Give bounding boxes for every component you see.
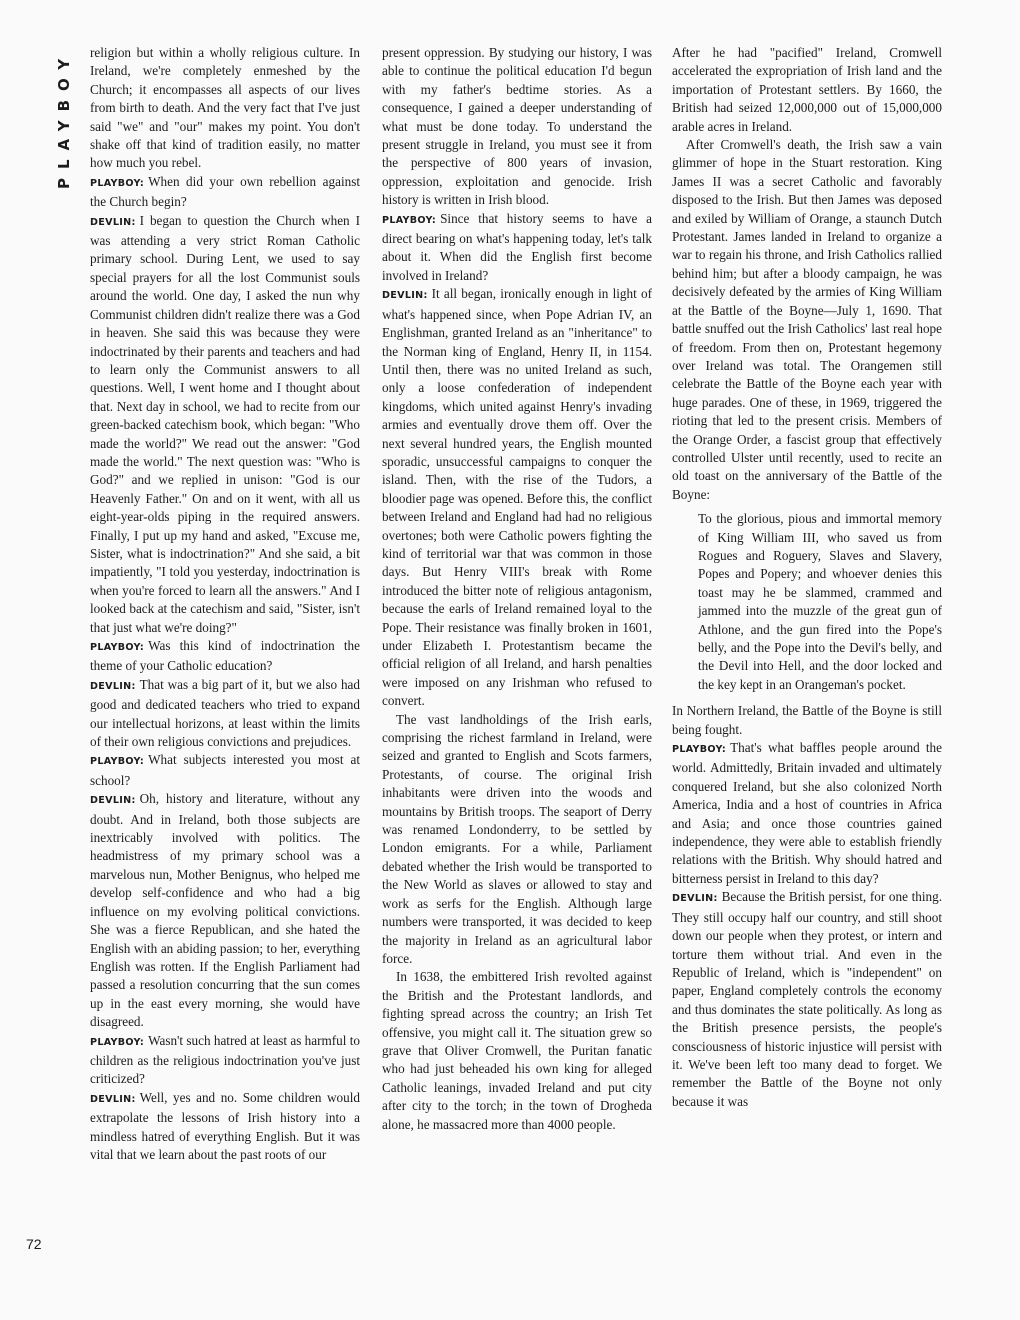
interview-exchange	[90, 637, 360, 676]
speaker-text: Oh, history and literature, without any doubt. And in Ireland, both those subjects are inextricably involved with politics. The headmistress of my primary school was a marvelous nun, Mother Benignus, who helped me develop self-confidence and who had a big influence on my evolving political convictions. She was a fierce Republican, and she hated the English with an abiding passion; to her, everything English was rotten. If the English Parliament had passed a resolution concurring that the sun comes up in the east every morning, she would have disagreed.	[90, 791, 360, 1030]
speaker-text: That was a big part of it, but we also had good and dedicated teachers who tried to expand our intellectual horizons, at least within the limits of their own religious convictions and prejudices.	[90, 676, 360, 750]
toast-text: To the glorious, pious and immortal memory of King William III, who saved us from Rogues and Roguery, Slaves and Slavery, Popes and Popery; and whoever denies this toast may he be slammed, crammed and jammed into the muzzle of the great gun of Athlone, and the gun fired into the Pope's belly, and the Pope into the Devil's belly, and the Devil into Hell, and the door locked and the key kept in an Orangeman's pocket.	[698, 511, 942, 692]
continued-paragraph: present oppression. By studying our history, I was able to continue the political education I'd begun with my father's bedtime stories. As a consequence, I gained a deeper understanding of what must be done today. To understand the present struggle in Ireland, you must see it from the perspective of 800 years of invasion, oppression, exploitation and genocide. Irish history is written in Irish blood.	[382, 45, 652, 208]
speaker-label: DEVLIN:	[672, 893, 718, 905]
continued-paragraph: religion but within a wholly religious culture. In Ireland, we're completely enmeshed by the Church; it encompasses all aspects of our lives from birth to death. And the very fact that I've just said "we" and "our" makes my point. You don't shake off that kind of tradition easily, no matter how much you rebel.	[90, 45, 360, 171]
interview-exchange	[90, 790, 360, 1031]
text-column-1	[90, 44, 360, 1164]
speaker-label: PLAYBOY:	[90, 756, 145, 768]
speaker-text: When did your own rebellion against the Church begin?	[90, 173, 360, 210]
speaker-text: Wasn't such hatred at least as harmful to children as the religious indoctrination you've just criticized?	[90, 1032, 360, 1087]
speaker-label: DEVLIN:	[90, 680, 136, 692]
speaker-label: PLAYBOY:	[90, 642, 145, 653]
speaker-label: PLAYBOY:	[90, 177, 145, 189]
speaker-label: PLAYBOY:	[672, 744, 727, 756]
interview-exchange	[90, 751, 360, 790]
speaker-label: DEVLIN:	[90, 216, 136, 228]
speaker-text: It all began, ironically enough in light of what's happened since, when Pope Adrian IV, an Englishman, granted Ireland as an "inheritance" to the Norman king of England, Henry II, in 1154. Until then, there was no united Ireland as such, only a loose confederation of independent kingdoms, which united against Henry's invading armies and eventually drove them off. Over the next several hundred years, the English mounted sporadic, unsuccessful campaigns to conquer the island. Then, with the rise of the Tudors, a bloodier page was opened. Before this, the conflict between Ireland and England had had no religious overtones; both were Catholic powers fighting the kind of territorial war that was common in those days. But Henry VIII's break with Rome introduced the bitter note of religious antagonism, because the earls of Ireland remained loyal to the Pope. Their resistance was finally broken in 1601, under Elizabeth I. Protestantism became the official religion of all Ireland, and harsh penalties were imposed on any Irishman who refused to convert.	[382, 286, 652, 709]
speaker-text: Because the British persist, for one thing. They still occupy half our country, and still shoot down our people when they protest, or intern and torture them without trial. And even in the Republic of Ireland, which is "independent" on paper, England completely controls the economy and thus dominates the state politically. As long as the British presence persists, the people's consciousness of historic injustice will persist with it. We've been left too many dead to forget. We remember the Battle of the Boyne not only because it was	[672, 889, 942, 1109]
interview-exchange	[672, 739, 942, 888]
speaker-text: Since that history seems to have a direct bearing on what's happening today, let's talk about it. When did the English first become involved in Ireland?	[382, 210, 652, 283]
interview-exchange	[90, 173, 360, 212]
text-column-3	[672, 44, 942, 1111]
body-paragraph: After Cromwell's death, the Irish saw a vain glimmer of hope in the Stuart restoration. King James II was a secret Catholic and favorably disposed to the Irish. But then James was deposed and exiled by William of Orange, a staunch Dutch Protestant. James landed in Ireland to organize a war to regain his throne, and Irish Catholics rallied behind him; but after a bloody campaign, he was decisively defeated by the armies of King William at the Battle of the Boyne—July 1, 1690. That battle snuffed out the Irish Catholics' last real hope of freedom. From then on, Protestant hegemony over Ireland was total. The Orangemen still celebrate the Battle of the Boyne each year with huge parades. One of these, in 1969, triggered the rioting that led to the present crisis. Members of the Orange Order, a fascist group that effectively controlled Ulster until recently, used to recite an old toast on the anniversary of the Battle of the Boyne:	[672, 137, 942, 502]
body-paragraph: In 1638, the embittered Irish revolted against the British and the Protestant landlords, and fighting spread across the country; an Irish Tet offensive, you might call it. The situation grew so grave that Oliver Cromwell, the Puritan fanatic who had just beheaded his own king for alleged Catholic leanings, invaded Ireland and put city after city to the torch; in the town of Drogheda alone, he massacred more than 4000 people.	[382, 969, 652, 1132]
speaker-label: DEVLIN:	[90, 795, 136, 807]
speaker-label: PLAYBOY:	[382, 214, 437, 226]
speaker-text: I began to question the Church when I was attending a very strict Roman Catholic primary school. During Lent, we used to say special prayers for all the lost Communist souls around the world. One day, I asked the nun why Communist children didn't realize there was a God in heaven. She said this was because they were indoctrinated by their parents and teachers and had to learn only the Communist answers to all questions. Well, I went home and I thought about that. Next day in school, we had to recite from our green-backed catechism book, which began: "Who made the world?" We read out the answer: "God made the world." The next question was: "Who is God?" and we replied in unison: "God is our Heavenly Father." On and on it went, with all us eight-year-olds piping in the required answers. Finally, I put up my hand and asked, "Excuse me, Sister, what is indoctrination?" And she said, a bit impatiently, "I told you yesterday, indoctrination is when you're forced to learn all the answers." And I looked back at the catechism and said, "Sister, isn't that just what we're doing?"	[90, 212, 360, 635]
interview-exchange	[672, 888, 942, 1111]
continued-paragraph: After he had "pacified" Ireland, Cromwell accelerated the expropriation of Irish land and the importation of Protestant settlers. By 1660, the British had seized 12,000,000 out of 15,000,000 arable acres in Ireland.	[672, 45, 942, 134]
speaker-text: Well, yes and no. Some children would extrapolate the lessons of Irish history into a mindless hatred of everything English. But it was vital that we learn about the past roots of our	[90, 1089, 360, 1162]
speaker-text: That's what baffles people around the world. Admittedly, Britain invaded and ultimately conquered Ireland, but she also colonized North America, India and a host of countries in Africa and Asia; and once those countries gained independence, they were able to establish friendly relations with the British. Why should hatred and bitterness persist in Ireland to this day?	[672, 740, 942, 886]
interview-exchange	[90, 676, 360, 752]
interview-exchange	[382, 210, 652, 286]
interview-exchange	[90, 1032, 360, 1089]
body-paragraph: The vast landholdings of the Irish earls, comprising the richest farmland in Ireland, were seized and granted to English and Scots farmers, Protestants, of course. The original Irish inhabitants were driven into the woods and mountains by British troops. The seaport of Derry was renamed Londonderry, to be settled by London emigrants. For a while, Parliament debated whether the Irish would be transported to the New World as slaves or allowed to stay and work as serfs for the English. Although large numbers were transported, it was decided to keep the majority in Ireland as an agricultural labor force.	[382, 711, 652, 966]
interview-exchange	[90, 212, 360, 637]
speaker-text: What subjects interested you most at school?	[90, 752, 360, 788]
speaker-label: DEVLIN:	[90, 1093, 136, 1105]
toast-quotation	[672, 510, 942, 694]
speaker-text: Was this kind of indoctrination the theme of your Catholic education?	[90, 638, 360, 674]
text-column-2	[382, 44, 652, 1134]
magazine-name-vertical: PLAYBOY	[55, 49, 73, 189]
page-number: 72	[26, 1236, 42, 1252]
speaker-label: PLAYBOY:	[90, 1036, 145, 1048]
continued-paragraph: In Northern Ireland, the Battle of the Boyne is still being fought.	[672, 703, 942, 737]
speaker-label: DEVLIN:	[382, 290, 428, 302]
interview-exchange	[382, 285, 652, 710]
interview-exchange	[90, 1089, 360, 1165]
